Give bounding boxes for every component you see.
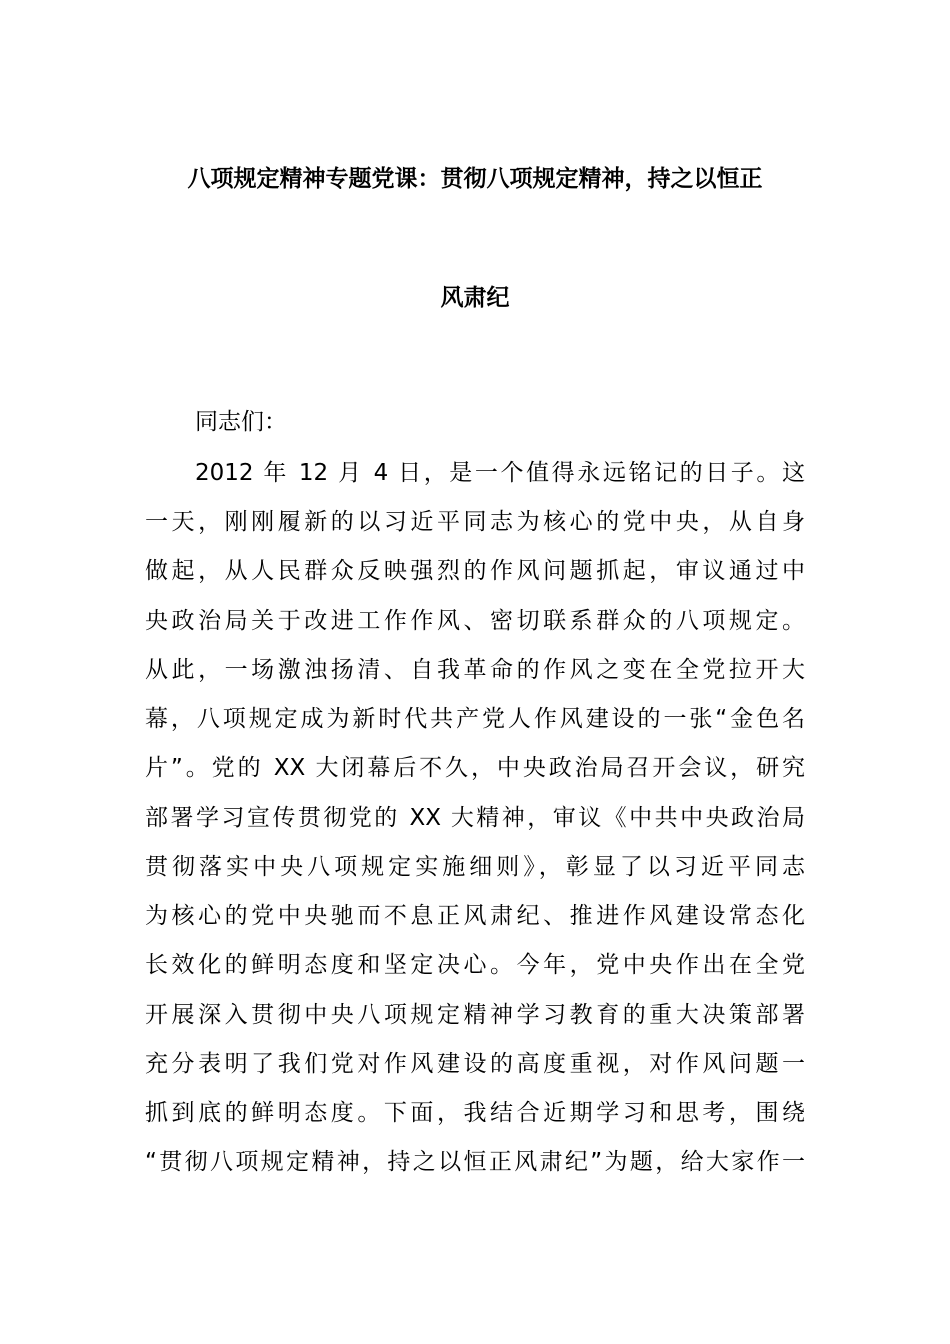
- paragraph-line: 2012 年 12 月 4 日，是一个值得永远铭记的日子。这: [195, 460, 805, 486]
- paragraph-line: 幕，八项规定成为新时代共产党人作风建设的一张“金色名: [145, 706, 805, 732]
- paragraph-line: 做起，从人民群众反映强烈的作风问题抓起，审议通过中: [145, 558, 805, 584]
- document-title-line-2: 风肃纪: [440, 285, 510, 311]
- paragraph-line: 充分表明了我们党对作风建设的高度重视，对作风问题一: [145, 1051, 805, 1077]
- paragraph-line: 从此，一场激浊扬清、自我革命的作风之变在全党拉开大: [145, 657, 805, 683]
- paragraph-line: 开展深入贯彻中央八项规定精神学习教育的重大决策部署: [145, 1002, 805, 1028]
- paragraph-line: 一天，刚刚履新的以习近平同志为核心的党中央，从自身: [145, 509, 805, 535]
- paragraph-line: 片”。党的 XX 大闭幕后不久，中央政治局召开会议，研究: [145, 755, 805, 781]
- paragraph-line: 部署学习宣传贯彻党的 XX 大精神，审议《中共中央政治局: [145, 805, 805, 831]
- paragraph-line: “贯彻八项规定精神，持之以恒正风肃纪”为题，给大家作一: [145, 1149, 805, 1175]
- paragraph-line: 为核心的党中央驰而不息正风肃纪、推进作风建设常态化: [145, 903, 805, 929]
- document-title-line-1: 八项规定精神专题党课：贯彻八项规定精神，持之以恒正: [187, 166, 763, 192]
- paragraph-line: 抓到底的鲜明态度。下面，我结合近期学习和思考，围绕: [145, 1100, 805, 1126]
- paragraph-line: 长效化的鲜明态度和坚定决心。今年，党中央作出在全党: [145, 952, 805, 978]
- salutation: 同志们：: [195, 409, 287, 435]
- paragraph-line: 贯彻落实中央八项规定实施细则》，彰显了以习近平同志: [145, 854, 805, 880]
- paragraph-line: 央政治局关于改进工作作风、密切联系群众的八项规定。: [145, 608, 805, 634]
